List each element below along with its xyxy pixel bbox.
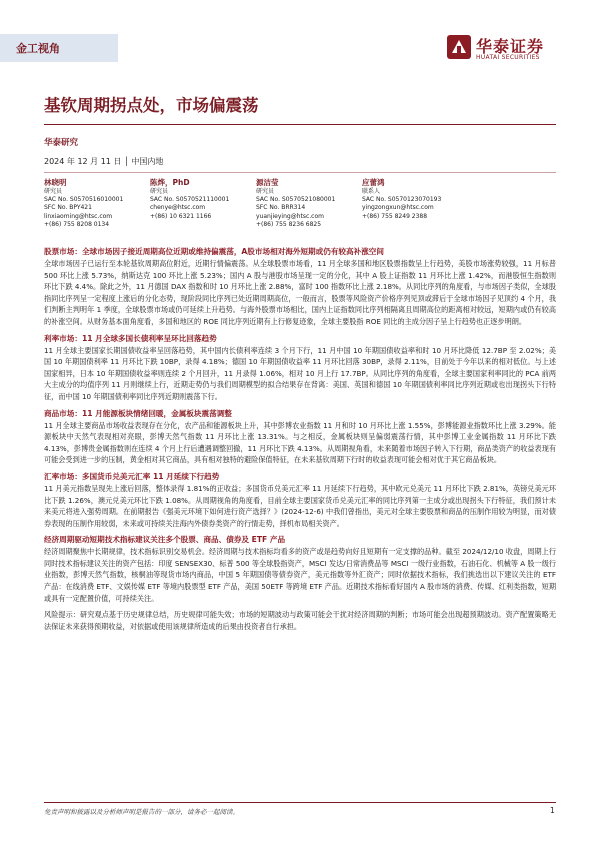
analyst-email[interactable]: yuanjieying@htsc.com xyxy=(256,212,324,220)
logo-mark-icon xyxy=(446,34,472,60)
page-number: 1 xyxy=(550,806,555,815)
section-text: 11 月全球主要国家长期国债收益率呈回落趋势，其中国内长债利率连续 3 个月下行，11 月中国 10 年期国债收益率和时 10 月环比降低 12.7BP 至 2.02%；美国 10 年期国债利率 11 月环比下跌 10BP，录得 4.18%；德国 10 年期国债收益率 11 月环比回落 30BP，录得 2.11%，目前处于今年以来的相对低位。与上述国家相异，日本 10 年期国债收益率则连续 2 个月回升，11 月录得 1.06%，相对 10 月上行 17.7BP。从同比序列的角度看，全球主要国家利率同比的 PCA 前两大主成分的均值序列 11 月则继续上行，近期走势仍与我们周期模型的拟合结果存在背离：美国、英国和德国 10 年期国债利率同比序列近期或也出现拐头下行特征，而中国 10 年期国债利率同比序列近期则震荡下行。 xyxy=(44,345,556,401)
section-heading: 汇率市场：多国货币兑美元汇率 11 月延续下行趋势 xyxy=(44,471,220,481)
date-divider xyxy=(44,172,556,173)
analyst-name: 应蕾鸿 xyxy=(362,178,385,187)
analyst-sac: SAC No. S0570516010001 xyxy=(44,196,124,204)
section-etf xyxy=(44,534,556,604)
section-text: 全球市场因子已运行至本轮基钦周期高位附近，近期行情偏震荡。从全球股票市场看，11 月全球多国和地区股票指数呈上行趋势，美股市场涨势较强，11 月标普 500 环比上涨 5.73%，纳斯达克 100 环比上涨 5.23%；国内 A 股与港股市场呈现一定的分化，其中 A 股上证指数 11 月环比上涨 1.42%，而港股恒生指数则环比下跌 4.4%。除此之外，11 月德国 DAX 指数和时 10 月环比上涨 2.88%，富时 100 指数环比上涨 2.18%。从同比序列的角度看，与市场因子类似，全球股指同比序列呈一定程度上涨后的分化态势，现阶段同比序列已处近期周期高位，一般而言，股票等风险资产价格序列见顶或滞后于全球市场因子见顶约 4 个月，我们判断主判明年 1 季度，全球股票市场或仍可延续上升趋势。与海外股票市场相比，国内上证指数同比序列相隔离且周期高位的距离相对较远，短期内或仍有较高的补涨空间。从财务基本面角度看，多国和地区的 ROE 同比序列近期有上行修复迹象，全球主要股指 ROE 同比的主成分因子呈上行趋势也正逐步明朗。 xyxy=(44,259,556,326)
analyst-role: 研究员 xyxy=(256,188,275,195)
report-body xyxy=(44,246,556,632)
risk-warning: 风险提示：研究观点基于历史规律总结，历史规律可能失效；市场的短期波动与政策可能会干扰对经济周期的判断；市场可能会出现超预期波动。资产配置策略无法保证未来获得预期收益，对依据或使用该规律所造成的后果由投资者自行承担。 xyxy=(44,610,556,631)
analyst-name: 陈烨，PhD xyxy=(150,178,190,187)
analyst-sac: SAC No. S0570521110001 xyxy=(150,196,230,204)
analyst-role: 联系人 xyxy=(362,188,381,195)
analyst-sfc: SFC No. BRR314 xyxy=(256,204,306,212)
column-tag-label: 金工视角 xyxy=(16,42,60,55)
section-text: 11 月美元指数呈现先上涨后回落，整体录得 1.81%的正收益；多国货币兑美元汇率 11 月延续下行趋势，其中欧元兑美元 11 月环比下跌 2.81%，英镑兑美元环比下跌 1.26%，澳元兑美元环比下跌 1.08%。从周期视角的角度看，目前全球主要国家货币兑美元汇率的同比序列第一主成分或出现拐头下行特征，我们预计未来美元将进入强势周期。在前期报告《强美元环境下如何进行资产选择？》(2024-12-6) 中我们曾指出，美元对全球主要股票和商品的压制作用较为明显，而对债券表现的压制作用较弱，未来或可持续关注海内外债券类资产的行情走势，择机布局相关资产。 xyxy=(44,483,556,528)
analyst-email[interactable]: yingzongxun@htsc.com xyxy=(362,204,434,212)
report-title: 基钦周期拐点处，市场偏震荡 xyxy=(44,96,259,115)
analyst-card xyxy=(362,178,490,221)
column-tag xyxy=(0,34,118,62)
section-text: 11 月全球主要商品市场收益表现存在分化，农产品和能源板块上升，其中彭博农业指数 11 月和时 10 月环比上涨 1.55%，彭博能源业指数环比上涨 3.29%。能源板块中天然气表现相对亮眼，彭博天然气指数 11 月环比上涨 13.31%。与之相反，金属板块则呈偏弱震荡行情，其中彭博工业金属指数 11 月环比下跌 4.13%，彭博贵金属指数则在连续 4 个月上行后遭遇调整回撤，11 月环比下跌 4.13%。从周期视角看，未来随着市场因子转入下行期，商品类资产的收益表现有可能会受到进一步的压制，黄金相对其它商品，具有相对独特的避险保值特征，在未来基钦周期下行时的收益表现可能会相对优于其它商品板块。 xyxy=(44,420,556,465)
section-heading: 商品市场：11 月能源板块情绪回暖，金属板块震荡调整 xyxy=(44,408,232,418)
title-divider xyxy=(44,124,556,125)
section-commodities xyxy=(44,408,556,466)
section-text: 经济周期聚焦中长期规律，技术指标识别交易机会。经济周期与技术指标均看多的资产或是趋势向好且短期有一定支撑的品种。截至 2024/12/10 收盘，周期上行同时技术指标建议关注的资产包括：印度 SENSEX30、标普 500 等全球股指资产，MSCI 发达/日常消费品等 MSCI 一级行业指数，石油石化、机械等 A 股一级行业指数，彭博天然气指数，核桐油等现货市场内商品，中国 5 年期国债等债券资产，美元指数等外汇资产；同时依据技术指标，我们挑选出以下建议关注的 ETF 产品：在线消费 ETF、文娱传媒 ETF 等境内股票型 ETF 产品，美国 50ETF 等跨境 ETF 产品。近期技术指标看好国内 A 股市场的消费、传媒、红利类指数，短期或具有一定配置价值，可持续关注。 xyxy=(44,547,556,603)
report-date: 2024 年 12 月 11 日 │ 中国内地 xyxy=(44,157,164,166)
analyst-block xyxy=(44,178,556,232)
section-rates xyxy=(44,333,556,403)
analyst-phone: +(86) 755 8208 0134 xyxy=(44,220,110,228)
section-heading: 经济周期驱动短期技术指标建议关注多个股票、商品、债券及 ETF 产品 xyxy=(44,535,286,545)
analyst-role: 研究员 xyxy=(150,188,169,195)
footer-disclaimer: 免责声明和披露以及分析师声明是报告的一部分，请务必一起阅读。 xyxy=(44,808,239,816)
logo-cn-text: 华泰证券 xyxy=(476,37,545,56)
analyst-name: 源洁莹 xyxy=(256,178,279,187)
section-fx xyxy=(44,471,556,529)
section-heading: 股票市场：全球市场因子接近周期高位近期或维持偏震荡，A股市场相对海外短期或仍有较高补涨空间 xyxy=(44,247,384,256)
huatai-logo xyxy=(446,32,566,72)
section-equity xyxy=(44,246,556,328)
analyst-role: 研究员 xyxy=(44,188,63,195)
analyst-phone: +(86) 755 8236 6825 xyxy=(256,220,322,228)
analyst-phone: +(86) 10 6321 1166 xyxy=(150,212,212,220)
analyst-sfc: SFC No. BPY421 xyxy=(44,204,92,212)
analyst-name: 林晓明 xyxy=(44,178,67,187)
analyst-email[interactable]: chenye@htsc.com xyxy=(150,204,206,212)
analyst-email[interactable]: linxiaoming@htsc.com xyxy=(44,212,113,220)
footer-divider xyxy=(44,802,556,803)
section-heading: 利率市场：11 月全球多国长债利率呈环比回落趋势 xyxy=(44,333,217,343)
logo-en-text: HUATAI SECURITIES xyxy=(476,54,540,61)
analyst-phone: +(86) 755 8249 2388 xyxy=(362,212,428,220)
analyst-sac: SAC No. S0570123070193 xyxy=(362,196,442,204)
report-subtitle: 华泰研究 xyxy=(44,138,79,148)
analyst-sac: SAC No. S0570521080001 xyxy=(256,196,336,204)
